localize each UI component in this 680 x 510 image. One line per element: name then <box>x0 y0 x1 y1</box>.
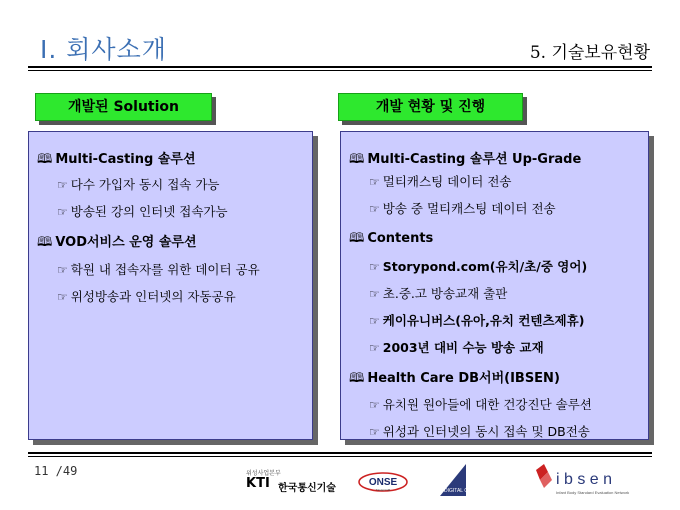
svg-text:TELECOM: TELECOM <box>375 488 391 492</box>
pointing-hand-icon: ☞ <box>369 175 380 189</box>
ibsen-logo <box>530 462 650 502</box>
pointing-hand-icon: ☞ <box>369 202 380 216</box>
list-item: 🕮 Health Care DB서버(IBSEN) <box>349 371 560 386</box>
pointing-hand-icon: ☞ <box>57 263 68 277</box>
pointing-hand-icon: ☞ <box>369 398 380 412</box>
left-panel <box>28 131 313 440</box>
onse-logo <box>358 472 408 492</box>
svg-text:ONSE: ONSE <box>368 477 398 488</box>
page-number: 11 /49 <box>34 464 78 478</box>
footer-rule-thin <box>28 456 652 457</box>
pointing-hand-icon: ☞ <box>369 260 380 274</box>
list-item: ☞ 케이유니버스(유아,유치 컨텐츠제휴) <box>369 313 585 328</box>
left-tag: 개발된 Solution <box>35 93 212 121</box>
list-item: ☞ 초.중.고 방송교재 출판 <box>369 286 508 301</box>
pointing-hand-icon: ☞ <box>369 341 380 355</box>
footer-rule <box>28 452 652 454</box>
list-item: 🕮 Multi-Casting 솔루션 Up-Grade <box>349 152 582 167</box>
digital-class-logo <box>436 462 514 498</box>
kti-logo: KTI <box>246 476 270 491</box>
pointing-hand-icon: ☞ <box>57 205 68 219</box>
book-icon: 🕮 <box>349 152 365 167</box>
pointing-hand-icon: ☞ <box>369 287 380 301</box>
book-icon: 🕮 <box>349 371 365 386</box>
list-item: ☞ 방송된 강의 인터넷 접속가능 <box>57 204 228 219</box>
list-item: 🕮 Multi-Casting 솔루션 <box>37 152 196 167</box>
list-item: 🕮 VOD서비스 운영 솔루션 <box>37 235 197 250</box>
list-item: ☞ Storypond.com(유치/초/중 영어) <box>369 259 588 274</box>
list-item: ☞ 학원 내 접속자를 위한 데이터 공유 <box>57 262 260 277</box>
list-item: 🕮 Contents <box>349 231 434 246</box>
list-item: ☞ 다수 가입자 동시 접속 가능 <box>57 177 220 192</box>
svg-text:i b s e n: i b s e n <box>556 471 613 488</box>
header-rule <box>28 66 652 68</box>
list-item: ☞ 위성과 인터넷의 동시 접속 및 DB전송 <box>369 424 590 439</box>
list-item: ☞ 멀티캐스팅 데이터 전송 <box>369 174 512 189</box>
list-item: ☞ 방송 중 멀티캐스팅 데이터 전송 <box>369 201 556 216</box>
subsection-title: 5. 기술보유현황 <box>529 43 650 63</box>
book-icon: 🕮 <box>349 231 365 246</box>
pointing-hand-icon: ☞ <box>57 178 68 192</box>
svg-text:Infant Body Standard Evaluatio: Infant Body Standard Evaluation Network <box>556 490 630 495</box>
pointing-hand-icon: ☞ <box>57 290 68 304</box>
list-item: ☞ 2003년 대비 수능 방송 교재 <box>369 340 544 355</box>
book-icon: 🕮 <box>37 152 53 167</box>
list-item: ☞ 위성방송과 인터넷의 자동공유 <box>57 289 236 304</box>
pointing-hand-icon: ☞ <box>369 314 380 328</box>
header-rule-thin <box>28 70 652 71</box>
kti-company-name: 한국통신기술 <box>278 483 336 494</box>
list-item: ☞ 유치원 원아들에 대한 건강진단 솔루션 <box>369 397 592 412</box>
kti-tagline: 위성사업본부 <box>246 470 281 477</box>
svg-text:DIGITAL CLASS: DIGITAL CLASS <box>444 488 481 494</box>
right-tag: 개발 현황 및 진행 <box>338 93 523 121</box>
right-panel <box>340 131 649 440</box>
section-title: Ⅰ. 회사소개 <box>40 35 167 64</box>
book-icon: 🕮 <box>37 235 53 250</box>
pointing-hand-icon: ☞ <box>369 425 380 439</box>
